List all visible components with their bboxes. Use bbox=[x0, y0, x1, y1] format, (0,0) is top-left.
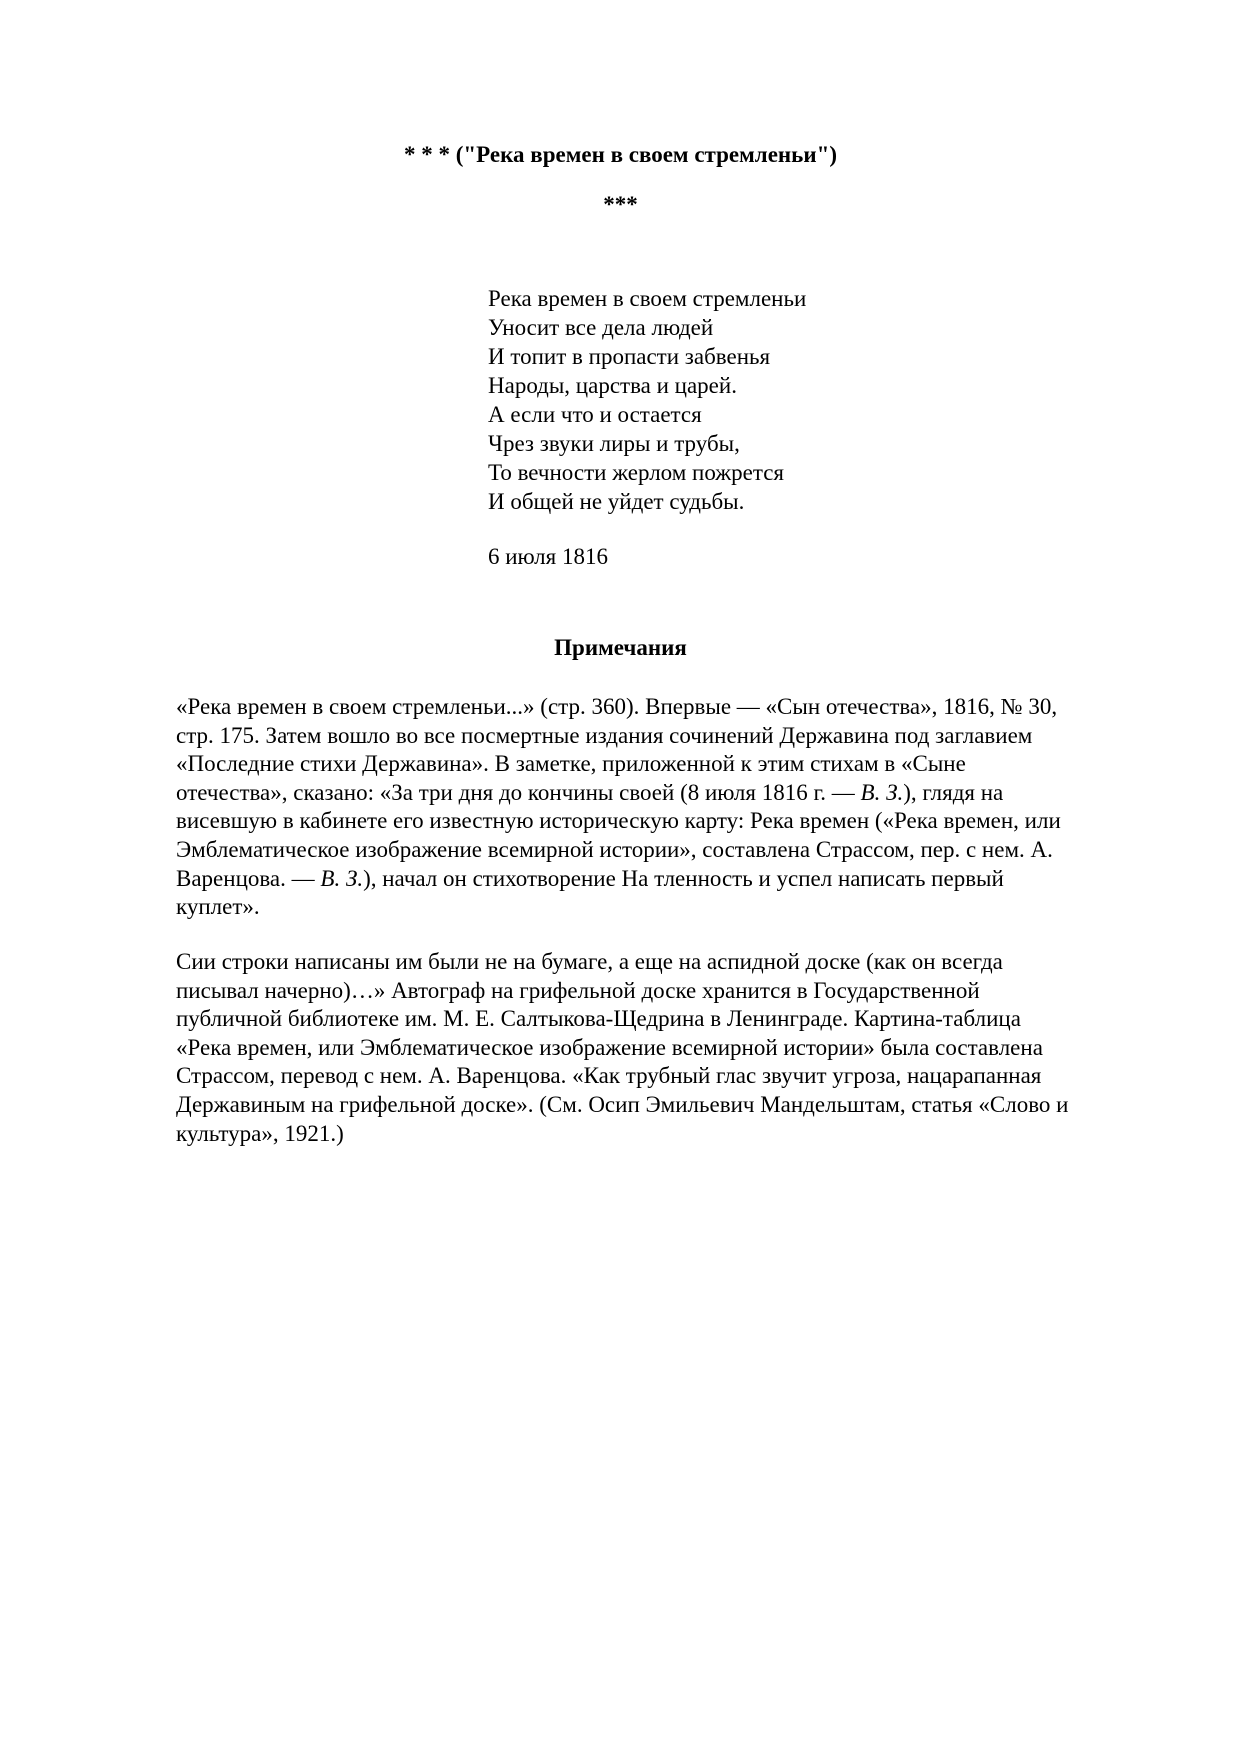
note-line bbox=[176, 865, 1156, 894]
notes-heading: Примечания bbox=[554, 635, 687, 660]
note-text: Варенцова. — bbox=[176, 865, 321, 891]
note-text: отечества», сказано: «За три дня до кончины своей (8 июля 1816 г. — bbox=[176, 779, 861, 805]
poem-line: То вечности жерлом пожрется bbox=[488, 460, 784, 485]
poem-line: И общей не уйдет судьбы. bbox=[488, 489, 745, 514]
note-text: ), глядя на bbox=[903, 779, 1004, 805]
note-line: культура», 1921.) bbox=[176, 1120, 344, 1146]
poem-line: Народы, царства и царей. bbox=[488, 373, 737, 398]
note-line: Державиным на грифельной доске». (См. Осип Эмильевич Мандельштам, статья «Слово и bbox=[176, 1091, 1069, 1117]
note-text: «Река времен в своем стремленьи...» (стр. 360). Впервые — «Сын отечества», 1816, № 30, bbox=[176, 694, 1058, 719]
poem-line: Уносит все дела людей bbox=[488, 315, 714, 340]
note-text: куплет». bbox=[176, 894, 260, 920]
notes-paragraph-1 bbox=[176, 693, 1156, 922]
note-text: стр. 175. Затем вошло во все посмертные издания сочинений Державина под заглавием bbox=[176, 722, 1033, 748]
note-line bbox=[176, 779, 1156, 808]
note-text: Эмблематическое изображение всемирной истории», составлена Страссом, пер. с нем. А. bbox=[176, 836, 1053, 862]
poem-title: * * * ("Река времен в своем стремленьи") bbox=[403, 142, 837, 167]
note-line: писывал начерно)…» Автограф на грифельной доске хранится в Государственной bbox=[176, 977, 980, 1003]
poem-line: Чрез звуки лиры и трубы, bbox=[488, 431, 740, 456]
note-line bbox=[176, 836, 1156, 865]
poem-line: Река времен в своем стремленьи bbox=[488, 286, 807, 311]
notes-paragraph-2 bbox=[176, 948, 1156, 1148]
note-text: висевшую в кабинете его известную историческую карту: Река времен («Река времен, или bbox=[176, 808, 1061, 834]
poem-date: 6 июля 1816 bbox=[488, 544, 608, 569]
note-line bbox=[176, 807, 1156, 836]
note-text: ), начал он стихотворение На тленность и успел написать первый bbox=[363, 865, 1004, 891]
note-line: Сии строки написаны им были не на бумаге, а еще на аспидной доске (как он всегда bbox=[176, 949, 1003, 974]
editor-initials: В. З. bbox=[860, 779, 904, 805]
poem-body bbox=[488, 284, 1088, 516]
poem-line: А если что и остается bbox=[488, 402, 702, 427]
note-line bbox=[176, 750, 1156, 779]
poem-line: И топит в пропасти забвенья bbox=[488, 344, 771, 369]
note-line bbox=[176, 693, 1156, 722]
note-line: «Река времен, или Эмблематическое изображение всемирной истории» была составлена bbox=[176, 1034, 1043, 1060]
note-line: публичной библиотеке им. М. Е. Салтыкова-Щедрина в Ленинграде. Картина-таблица bbox=[176, 1006, 1021, 1032]
section-separator: *** bbox=[603, 192, 638, 217]
note-line bbox=[176, 722, 1156, 751]
editor-initials: В. З. bbox=[320, 865, 364, 891]
note-line: Страссом, перевод с нем. А. Варенцова. «Как трубный глас звучит угроза, нацарапанная bbox=[176, 1063, 1042, 1089]
note-line bbox=[176, 893, 1156, 922]
note-text: «Последние стихи Державина». В заметке, приложенной к этим стихам в «Сыне bbox=[176, 751, 966, 777]
